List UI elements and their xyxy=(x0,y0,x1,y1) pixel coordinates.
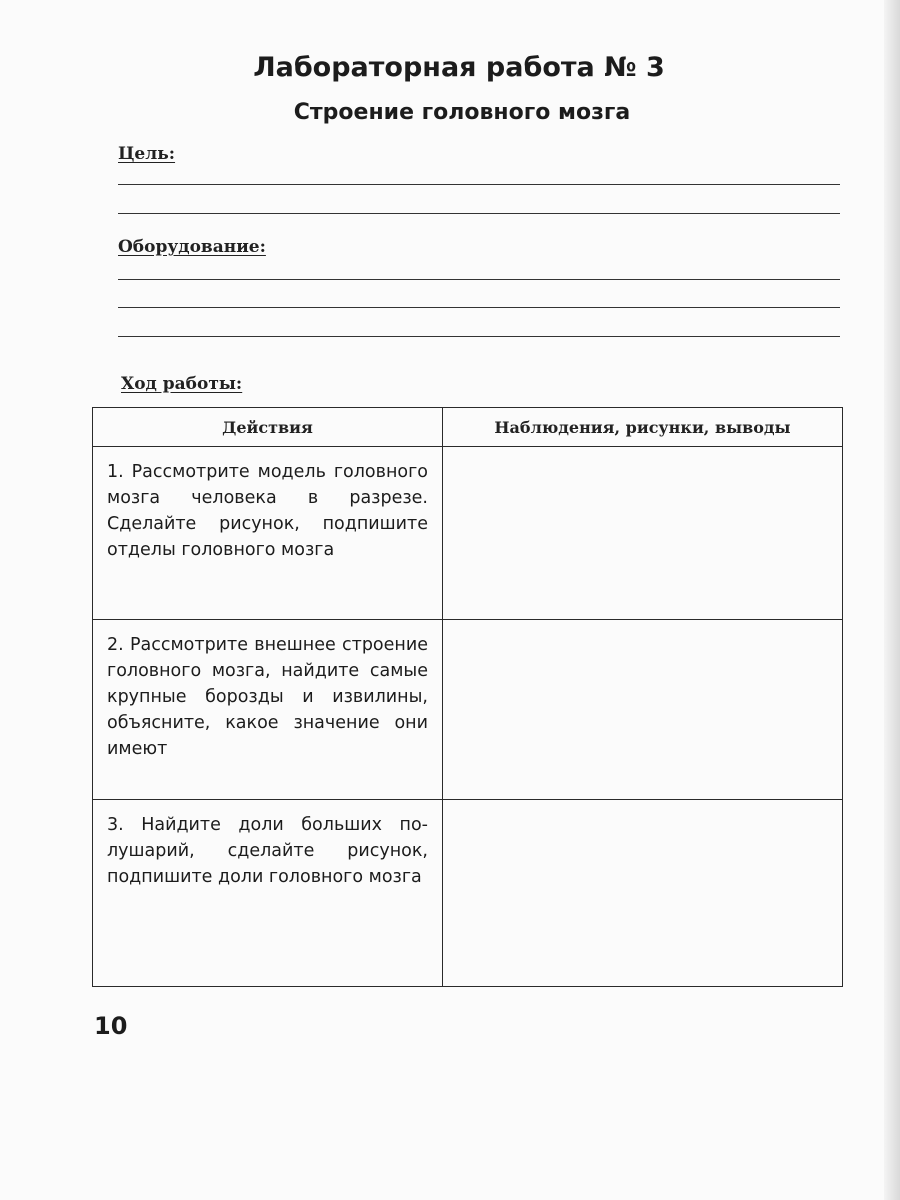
table-row xyxy=(93,447,843,620)
table-row xyxy=(93,620,843,800)
observation-cell-2[interactable] xyxy=(443,620,843,800)
observations-column-header: Наблюдения, рисунки, выводы xyxy=(443,408,843,447)
action-cell-2: 2. Рассмотрите внешнее строение головного мозга, найдите самые крупные борозды и извилины, объясните, какое значение они имеют xyxy=(93,620,443,800)
equipment-answer-line[interactable] xyxy=(118,336,840,337)
goal-answer-line[interactable] xyxy=(118,213,840,214)
equipment-answer-line[interactable] xyxy=(118,279,840,280)
table-row xyxy=(93,800,843,987)
page-edge-shadow xyxy=(884,0,900,1200)
page-number: 10 xyxy=(94,1012,128,1040)
action-cell-1: 1. Рассмотрите модель головного мозга человека в разрезе. Сделайте рисунок, подпишите отделы головного мозга xyxy=(93,447,443,620)
goal-label: Цель: xyxy=(118,144,176,164)
page-subtitle: Строение головного мозга xyxy=(293,100,631,125)
procedure-label: Ход работы: xyxy=(121,374,243,394)
goal-answer-line[interactable] xyxy=(118,184,840,185)
observation-cell-3[interactable] xyxy=(443,800,843,987)
table-header-row xyxy=(93,408,843,447)
observation-cell-1[interactable] xyxy=(443,447,843,620)
action-cell-3: 3. Найдите доли больших полушарий, сделайте рисунок, подпишите доли головного мозга xyxy=(93,800,443,987)
lab-work-table xyxy=(92,407,843,987)
actions-column-header: Действия xyxy=(93,408,443,447)
page-title: Лабораторная работа № 3 xyxy=(253,52,665,83)
equipment-label: Оборудование: xyxy=(118,237,266,257)
equipment-answer-line[interactable] xyxy=(118,307,840,308)
